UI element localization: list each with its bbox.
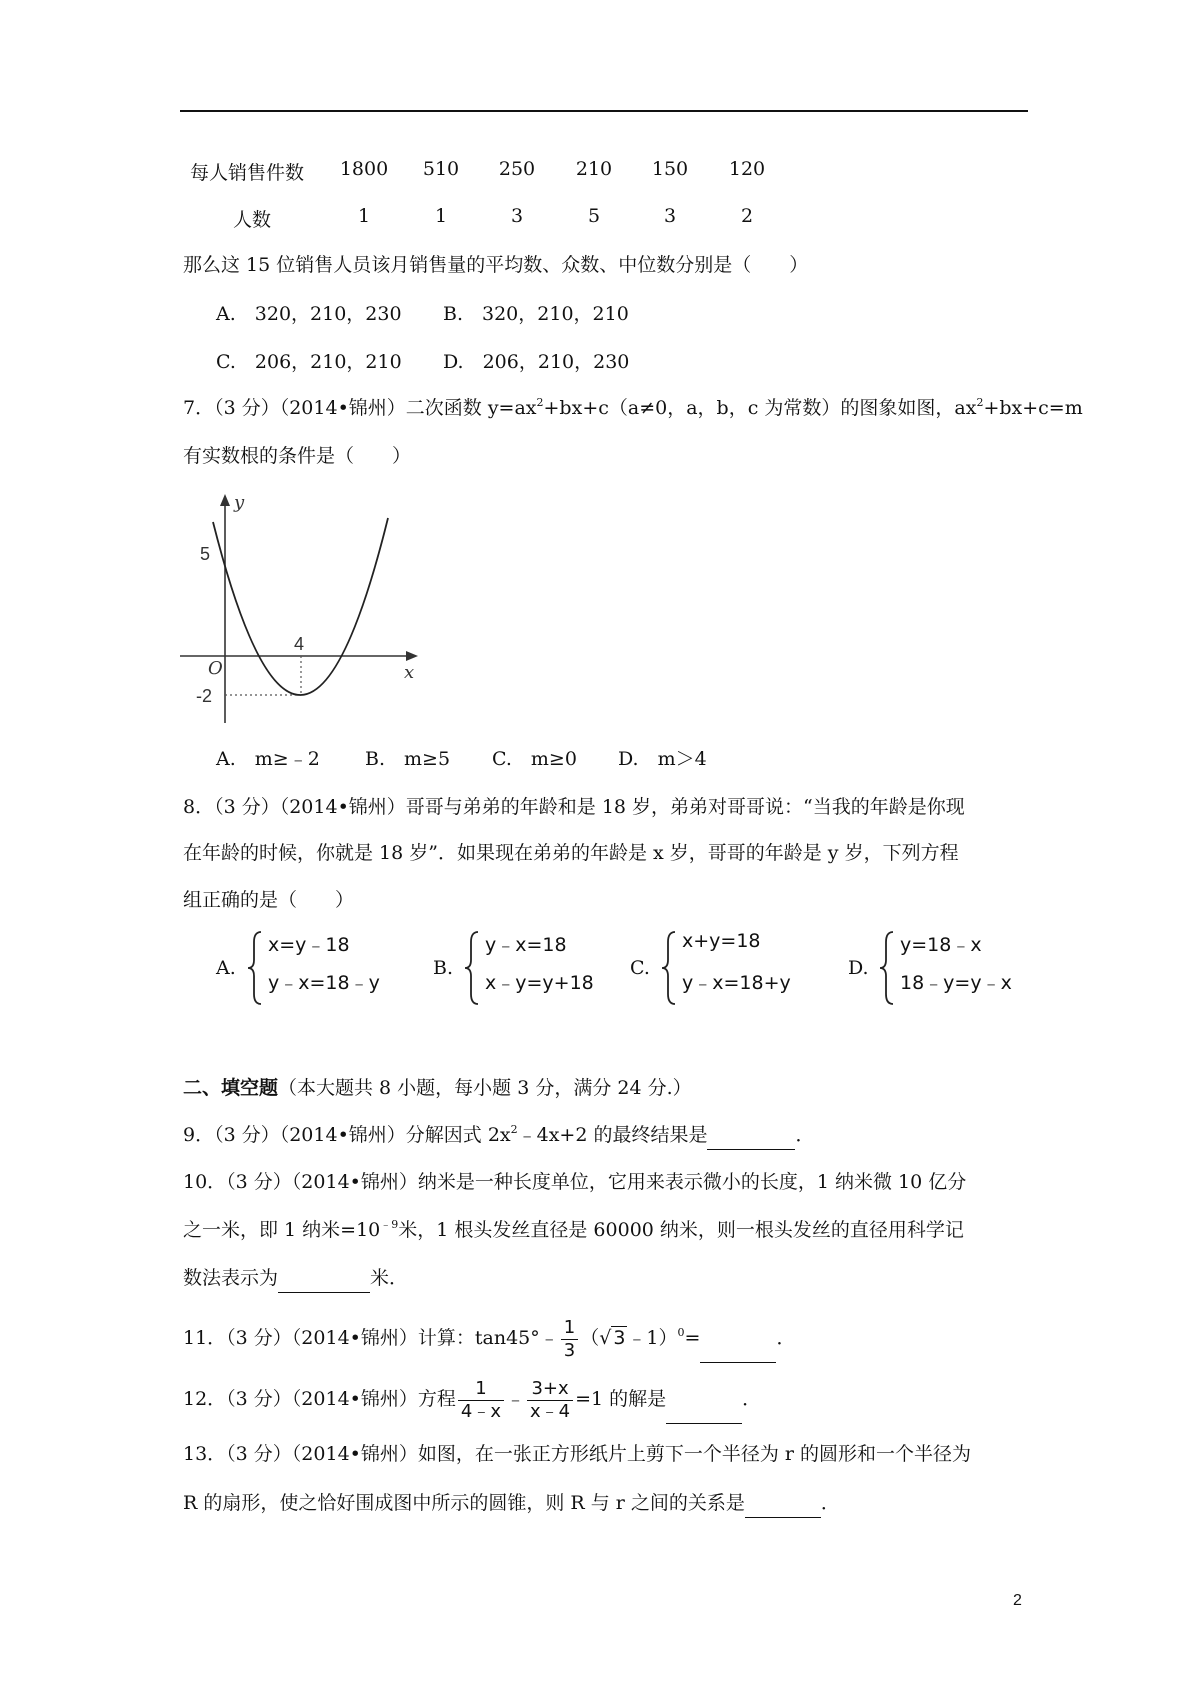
origin-label: O <box>208 658 223 679</box>
section-title: 二、填空题 <box>183 1077 279 1099</box>
table-cell: 210 <box>575 158 613 180</box>
q10-stem-line3: 数法表示为 米． <box>183 1264 408 1293</box>
answer-blank[interactable] <box>745 1489 821 1518</box>
q12-stem: 12．（3 分）（2014•锦州）方程 $\frac{1}{4﹣x}$ ﹣ $\frac{3+x}{x﹣4}$ =1 的解是 ． <box>183 1375 761 1424</box>
table-cell: 1 <box>357 205 371 227</box>
q7-stem-line2: 有实数根的条件是（ ） <box>183 445 412 467</box>
equation-1: x=y﹣18 <box>268 934 350 956</box>
table-cell: 1 <box>434 205 448 227</box>
answer-blank[interactable] <box>700 1314 776 1363</box>
table-row2-label: 人数 <box>233 209 272 231</box>
equation-1: y=18﹣x <box>900 934 982 956</box>
table-cell: 3 <box>663 205 677 227</box>
q6-option-c: C. 206，210，210 <box>216 351 402 373</box>
x-tick-4: 4 <box>294 634 305 654</box>
q7-option-a: A. m≥﹣2 <box>216 748 320 770</box>
y-axis-label: y <box>234 492 245 513</box>
equation-1: x+y=18 <box>682 930 761 952</box>
q8-stem-line1: 8．（3 分）（2014•锦州）哥哥与弟弟的年龄和是 18 岁，弟弟对哥哥说：“当我的年龄是你现 <box>183 796 965 818</box>
x-axis-label: x <box>404 662 415 683</box>
fraction-1: $\frac{1}{4﹣x}$ <box>458 1378 504 1423</box>
table-row1-label: 每人销售件数 <box>190 162 305 184</box>
parabola-curve <box>213 518 388 695</box>
table-cell: 1800 <box>339 158 389 180</box>
parabola-graph <box>178 490 428 730</box>
header-rule <box>180 110 1028 112</box>
q8-stem-line2: 在年龄的时候，你就是 18 岁”．如果现在弟弟的年龄是 x 岁，哥哥的年龄是 y 岁，下列方程 <box>183 842 959 864</box>
equation-2: y﹣x=18﹣y <box>268 972 380 994</box>
brace-icon <box>660 930 678 1006</box>
equation-2: y﹣x=18+y <box>682 972 791 994</box>
equation-2: 18﹣y=y﹣x <box>900 972 1012 994</box>
section-heading <box>183 1074 692 1102</box>
q7-option-c: C. m≥0 <box>492 748 577 770</box>
q11-stem: 11．（3 分）（2014•锦州）计算：tan45°﹣ $\frac{1}{3}$ （√ 3 ﹣1）$^0$= ． <box>183 1314 795 1363</box>
fraction-one-third: $\frac{1}{3}$ <box>561 1317 578 1362</box>
table-cell: 5 <box>587 205 601 227</box>
table-cell: 250 <box>498 158 536 180</box>
q7-stem: 7．（3 分）（2014•锦州）二次函数 $y=ax^2+bx+c(a\ne 0$，a，b，c 为常数）的图象如图，$ax^2+bx+c=m$ <box>183 396 1083 419</box>
table-cell: 3 <box>510 205 524 227</box>
table-cell: 510 <box>422 158 460 180</box>
table-cell: 120 <box>728 158 766 180</box>
fraction-2: $\frac{3+x}{x﹣4}$ <box>527 1378 573 1423</box>
table-cell: 2 <box>740 205 754 227</box>
sqrt-3: √ 3 <box>599 1327 626 1349</box>
answer-blank[interactable] <box>666 1375 742 1424</box>
q6-option-a: A. 320，210，230 <box>216 303 402 325</box>
q8-option-c-label: C. <box>630 957 650 979</box>
y-tick-5: 5 <box>200 544 211 564</box>
q8-option-d-label: D. <box>848 957 869 979</box>
table-cell: 150 <box>651 158 689 180</box>
q10-stem-line1: 10．（3 分）（2014•锦州）纳米是一种长度单位，它用来表示微小的长度，1 纳米微 10 亿分 <box>183 1171 967 1193</box>
equation-1: y﹣x=18 <box>485 934 567 956</box>
brace-icon <box>463 930 481 1006</box>
q8-option-a-label: A. <box>216 957 236 979</box>
y-tick-neg2: -2 <box>196 686 213 706</box>
equation-2: x﹣y=y+18 <box>485 972 594 994</box>
q13-stem-line1: 13．（3 分）（2014•锦州）如图，在一张正方形纸片上剪下一个半径为 r 的圆形和一个半径为 <box>183 1443 972 1465</box>
answer-blank[interactable] <box>707 1121 795 1150</box>
q10-stem-line2: 之一米，即 1 纳米$=10^{﹣9}$米，1 根头发丝直径是 60000 纳米，则一根头发丝的直径用科学记 <box>183 1218 964 1241</box>
q8-stem-line3: 组正确的是（ ） <box>183 889 355 911</box>
brace-icon <box>246 930 264 1006</box>
section-description: （本大题共 8 小题，每小题 3 分，满分 24 分.） <box>278 1077 692 1099</box>
x-axis-arrow <box>406 651 418 661</box>
q6-option-d: D. 206，210，230 <box>443 351 630 373</box>
q7-option-d: D. m＞4 <box>618 748 707 770</box>
q6-stem: 那么这 15 位销售人员该月销售量的平均数、众数、中位数分别是（ ） <box>183 254 809 276</box>
answer-blank[interactable] <box>278 1264 370 1293</box>
q13-stem-line2: R 的扇形，使之恰好围成图中所示的圆锥，则 R 与 r 之间的关系是 ． <box>183 1489 840 1518</box>
q7-option-b: B. m≥5 <box>365 748 451 770</box>
page-number: 2 <box>1013 1592 1022 1609</box>
q6-option-b: B. 320，210，210 <box>443 303 629 325</box>
q9-stem: 9．（3 分）（2014•锦州）分解因式 $2x^2﹣4x+2$ 的最终结果是 ． <box>183 1121 815 1150</box>
y-axis-arrow <box>220 494 230 506</box>
q8-option-b-label: B. <box>433 957 454 979</box>
brace-icon <box>878 930 896 1006</box>
